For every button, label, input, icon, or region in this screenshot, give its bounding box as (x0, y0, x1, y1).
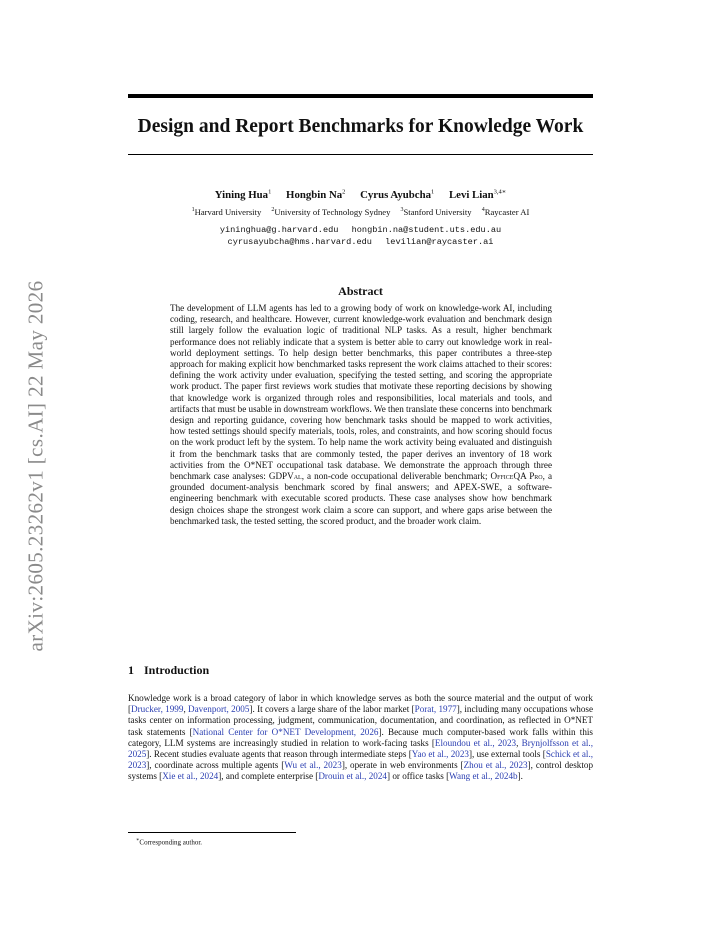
affiliation-list (128, 207, 593, 217)
paper-title: Design and Report Benchmarks for Knowledge Work (137, 116, 584, 137)
citation-link[interactable]: Schick et al., 2023 (128, 749, 594, 771)
footnote-mark: ∗ (136, 838, 140, 843)
intro-text: ], use external tools [ (468, 749, 546, 760)
introduction-paragraph (128, 693, 593, 783)
abstract-text: , a non-code occupational deliverable benchmark; (301, 471, 488, 482)
affiliation-name: Raycaster AI (484, 207, 530, 217)
author-affil-mark: 1 (268, 188, 272, 195)
author-affil-mark: 3,4∗ (493, 188, 507, 195)
intro-text: Knowledge work is a broad category of labor in which knowledge serves as both the source material and the output of work [ (128, 693, 593, 715)
benchmark-name-officeqa: OfficeQA Pro (490, 471, 543, 482)
citation-link[interactable]: National Center for O*NET Development, 2026 (192, 726, 379, 737)
author (286, 189, 345, 201)
affiliation (192, 207, 262, 217)
intro-text: , (516, 737, 522, 748)
citation-link[interactable]: Wu et al., 2023 (284, 760, 342, 771)
intro-text: ]. Because much computer-based work falls within this category, LLM systems are increasingly studied in relation to work-facing tasks [ (128, 726, 593, 748)
citation-link[interactable]: Davenport, 2005 (188, 704, 250, 715)
intro-text: ]. It covers a large share of the labor market [ (249, 704, 415, 715)
email-address: hongbin.na@student.uts.edu.au (351, 225, 502, 235)
intro-text: ]. Recent studies evaluate agents that reason through intermediate steps [ (146, 749, 412, 760)
abstract-text: , a grounded document-analysis benchmark scored by final answers; and APEX-SWE, a software-engineering benchmark with executable scored products. These case analyses show how benchmark design choices shape the strongest work claim a score can support, and where gaps arise between the benchmarked task, the tested setting, the scored product, and the broader work claim. (170, 471, 553, 526)
affiliation-mark: 2 (271, 207, 275, 214)
section-title: Introduction (144, 663, 210, 677)
abstract-text: The development of LLM agents has led to a growing body of work on knowledge-work AI, including coding, research, and healthcare. However, current knowledge-work evaluation and benchmark design still largely follow the evaluation logic of traditional NLP tasks. As a result, higher benchmark performance does not reliably indicate that a system is better able to carry out knowledge work in real-world deployment settings. To help design better benchmarks, this paper contributes a three-step approach for making explicit how benchmarked tasks represent the work claims attached to their scores: defining the work activity under evaluation, specifying the tested setting, and scoring the appropriate work product. The paper first reviews work studies that motivate these reporting decisions by showing that knowledge work is organized through roles and responsibilities, local materials and tools, and artifacts that must be usable in downstream workflows. We then translate these concerns into benchmark design and reporting guidance, covering how benchmark tasks should be mapped to work activities, how tested settings should specify materials, tools, roles, and constraints, and how scoring should focus on the work product left by the system. To help name the work activity being evaluated and distinguish it from the benchmark tasks that are commonly tested, the paper derives an inventory of 18 work activities from the O*NET occupational task database. We demonstrate the approach through three benchmark case analyses: (170, 303, 552, 482)
citation-link[interactable]: Yao et al., 2023 (411, 749, 469, 760)
author-list (128, 187, 593, 201)
title-top-rule (128, 94, 593, 98)
citation-link[interactable]: Eloundou et al., 2023 (434, 737, 517, 748)
citation-link[interactable]: Xie et al., 2024 (162, 771, 219, 782)
affiliation-mark: 1 (191, 207, 195, 214)
author (360, 189, 434, 201)
author-affil-mark: 1 (431, 188, 435, 195)
section-heading (128, 663, 209, 678)
affiliation (401, 207, 472, 217)
intro-text: ], coordinate across multiple agents [ (146, 760, 285, 771)
author (215, 189, 272, 201)
intro-text: ], control desktop systems [ (128, 760, 594, 782)
footnote (136, 837, 202, 846)
title-bottom-rule (128, 154, 593, 155)
arxiv-identifier: arXiv:2605.23262v1 [cs.AI] 22 May 2026 (23, 280, 48, 652)
footnote-text: Corresponding author. (139, 838, 203, 847)
author-name: Yining Hua (214, 188, 269, 201)
author-name: Cyrus Ayubcha (360, 188, 432, 201)
intro-text: ], including many occupations whose tasks center on information processing, judgment, communication, documentation, and coordination, as reflected in O*NET task statements [ (128, 704, 594, 737)
abstract-heading: Abstract (338, 284, 383, 298)
intro-text: ], operate in web environments [ (341, 760, 464, 771)
affiliation-name: University of Technology Sydney (274, 207, 391, 217)
intro-text: ], and complete enterprise [ (218, 771, 319, 782)
benchmark-name-gdpval: GDPVal (268, 471, 302, 482)
citation-link[interactable]: Zhou et al., 2023 (463, 760, 528, 771)
citation-link[interactable]: Drucker, 1999 (131, 704, 184, 715)
email-address: cyrusayubcha@hms.harvard.edu (227, 237, 372, 247)
intro-text: ]. (517, 771, 523, 782)
affiliation (482, 207, 530, 217)
footnote-rule (128, 832, 296, 833)
abstract-body (170, 303, 552, 527)
citation-link[interactable]: Brynjolfsson et al., 2025 (128, 737, 593, 760)
email-line (128, 224, 593, 236)
affiliation-mark: 3 (400, 207, 404, 214)
citation-link[interactable]: Porat, 1977 (414, 704, 457, 715)
email-block (128, 224, 593, 248)
section-number: 1 (128, 663, 134, 677)
intro-text: ] or office tasks [ (387, 771, 450, 782)
email-line (128, 236, 593, 248)
author-name: Hongbin Na (286, 188, 343, 201)
email-address: yininghua@g.harvard.edu (219, 225, 339, 235)
affiliation-name: Stanford University (403, 207, 472, 217)
author-affil-mark: 2 (342, 188, 346, 195)
author-name: Levi Lian (448, 188, 494, 201)
intro-text: , (183, 704, 189, 715)
affiliation-name: Harvard University (194, 207, 262, 217)
citation-link[interactable]: Drouin et al., 2024 (318, 771, 387, 782)
affiliation (271, 207, 390, 217)
email-address: levilian@raycaster.ai (385, 237, 494, 247)
affiliation-mark: 4 (481, 207, 485, 214)
author (449, 189, 506, 201)
citation-link[interactable]: Wang et al., 2024b (449, 771, 518, 782)
